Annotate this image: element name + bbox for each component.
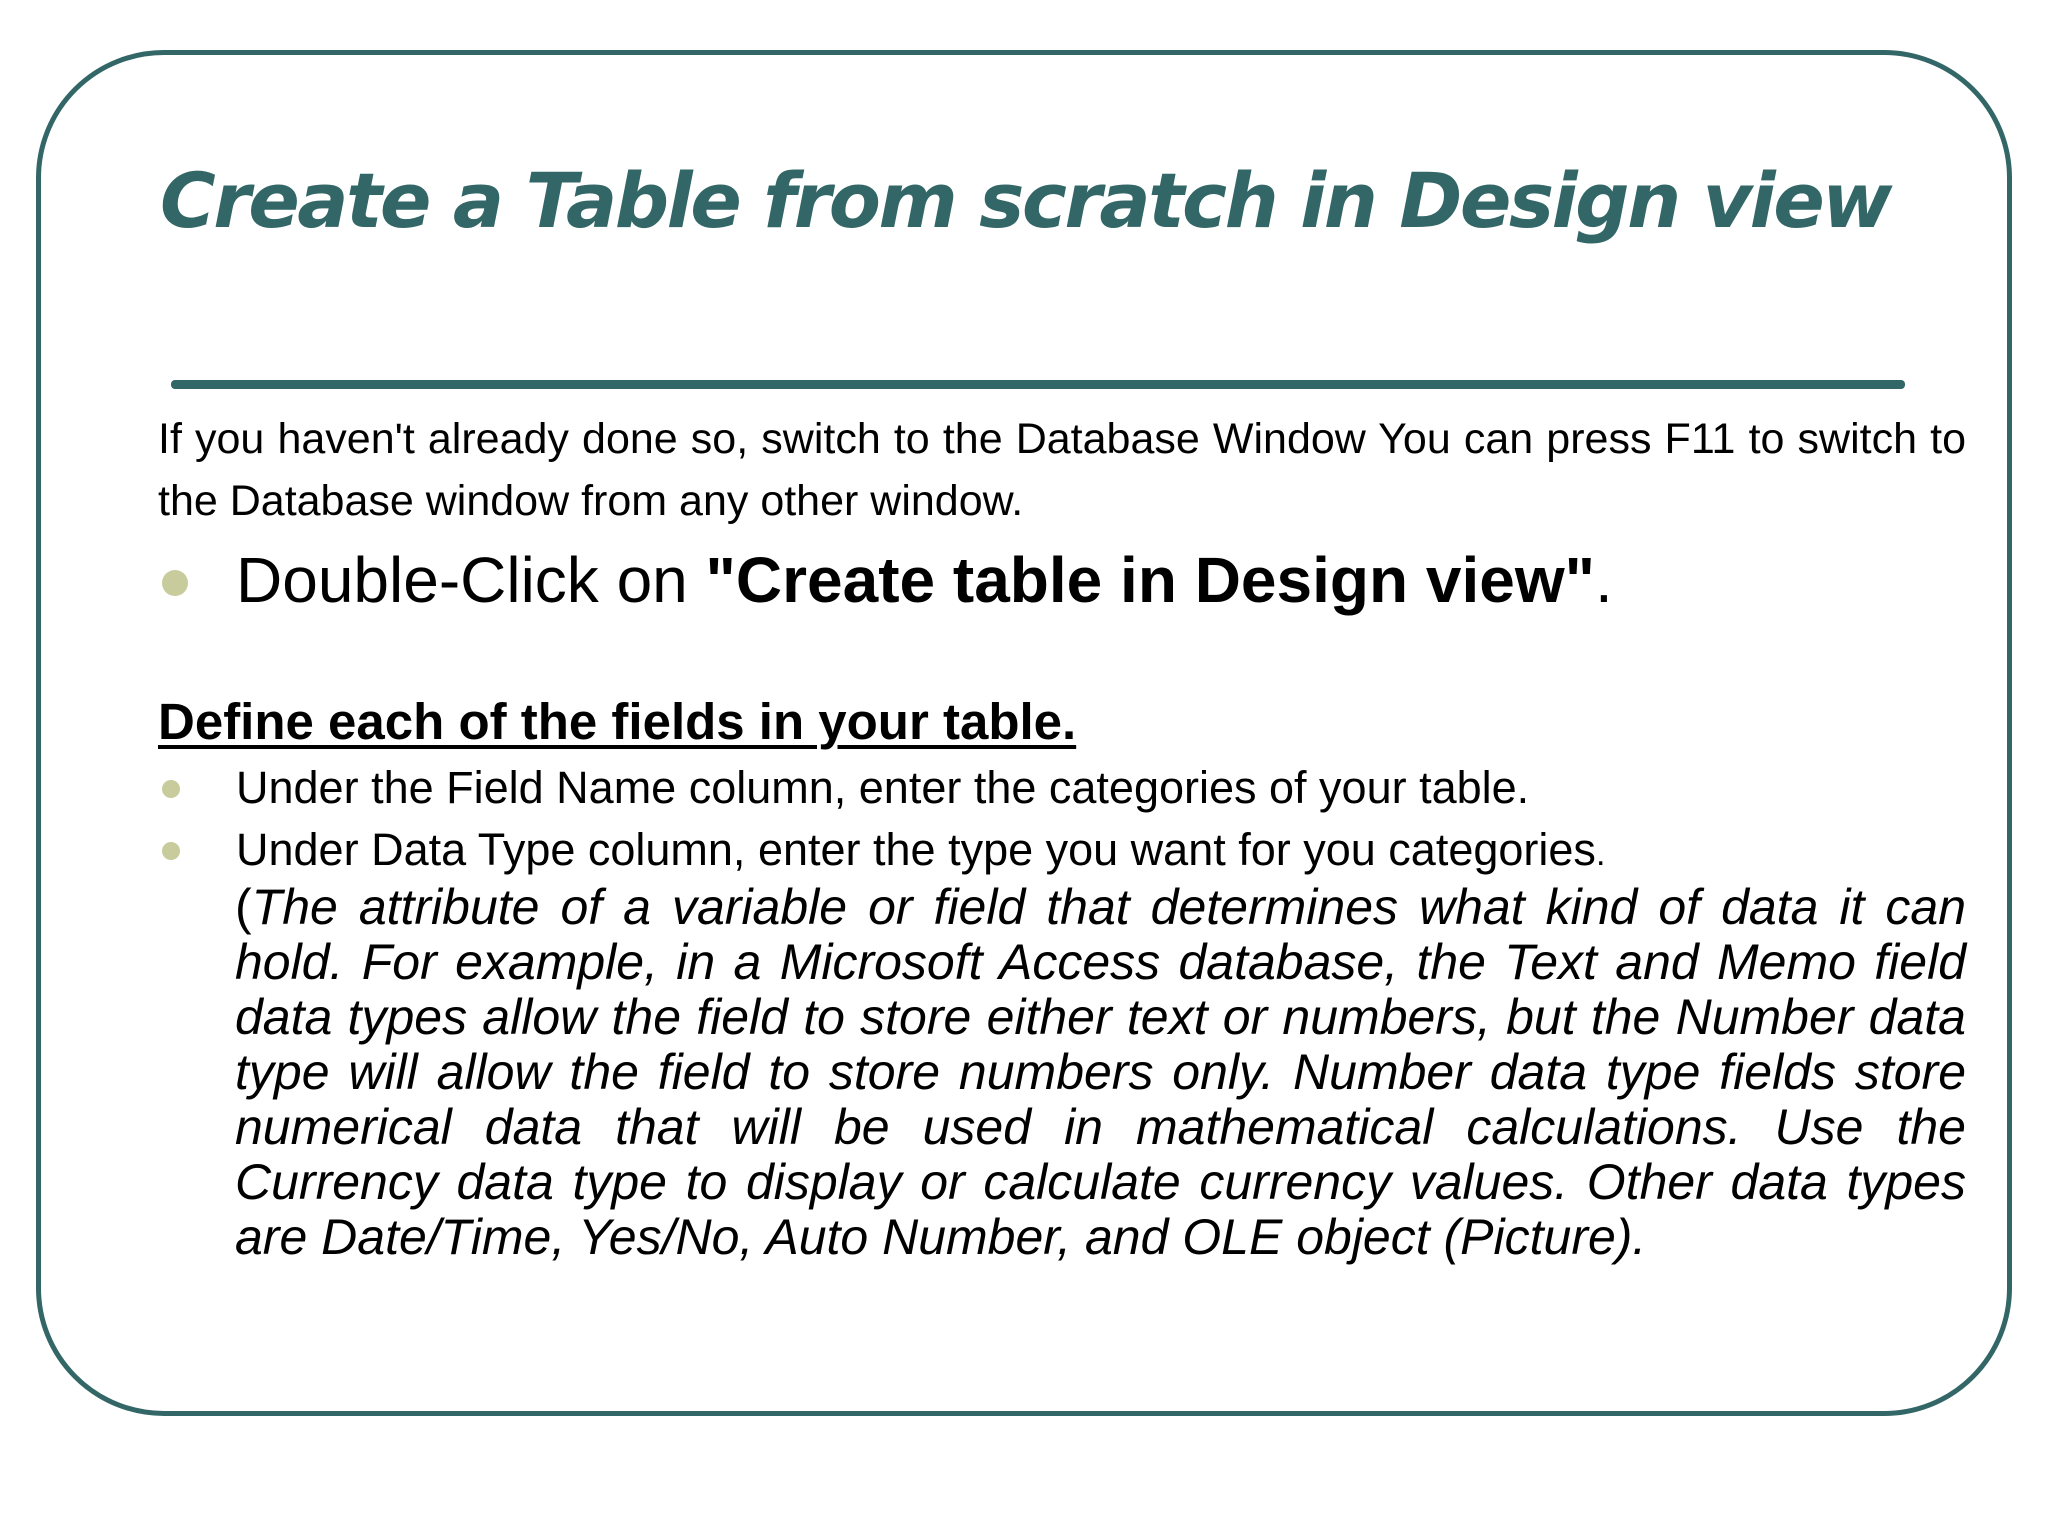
bullet-data-type-period: . xyxy=(1595,835,1606,873)
definition-open-paren: ( xyxy=(235,879,252,935)
slide-title: Create a Table from scratch in Design view xyxy=(160,156,1890,245)
section-heading: Define each of the fields in your table. xyxy=(158,693,1077,750)
bullet-double-click xyxy=(158,540,1966,620)
bullet-dot-icon xyxy=(162,570,188,596)
data-type-definition xyxy=(235,880,1966,1265)
bullet-data-type-body: Under Data Type column, enter the type you want for you categories xyxy=(236,824,1596,875)
bullet-field-name-text: Under the Field Name column, enter the categories of your table. xyxy=(236,762,1530,813)
bullet-dot-icon xyxy=(162,780,180,798)
intro-paragraph: If you haven't already done so, switch to the Database Window You can press F11 to switch to the Database window from any other window. xyxy=(158,415,1966,525)
bullet-double-click-suffix: . xyxy=(1594,544,1613,616)
bullet-field-name xyxy=(158,758,1966,818)
bullet-dot-icon xyxy=(162,842,180,860)
bullet-data-type-text xyxy=(236,820,1605,884)
bullet-double-click-prefix: Double-Click on xyxy=(236,544,706,616)
bullet-data-type xyxy=(158,820,1966,880)
definition-text: The attribute of a variable or field that determines what kind of data it can hold. For example, in a Microsoft Access database, the Text and Memo field data types allow the field to store either text or numbers, but the Number data type will allow the field to store numbers only. Number data type fields store numerical data that will be used in mathematical calculations. Use the Currency data type to display or calculate currency values. Other data types are Date/Time, Yes/No, Auto Number, and OLE object (Picture). xyxy=(235,879,1966,1265)
bullet-double-click-text xyxy=(236,540,1613,620)
title-divider xyxy=(171,380,1905,389)
bullet-double-click-target: "Create table in Design view" xyxy=(705,544,1595,616)
